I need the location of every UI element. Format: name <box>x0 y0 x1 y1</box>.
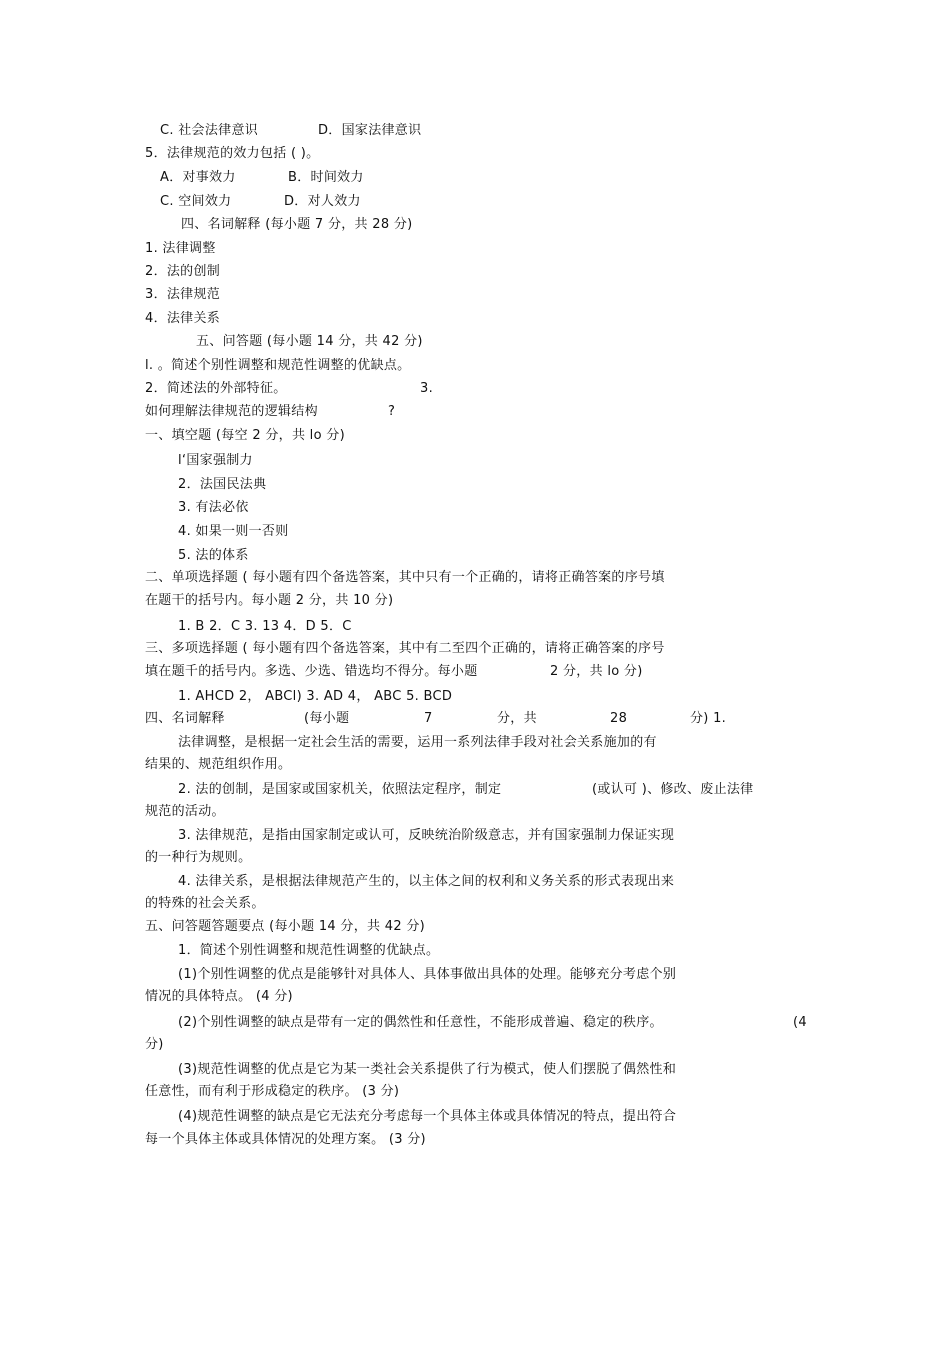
paragraph-line: 结果的、规范组织作用。 <box>145 757 292 772</box>
paragraph-line: (3)规范性调整的优点是它为某一类社会关系提供了行为模式，使人们摆脱了偶然性和 <box>178 1062 677 1077</box>
section-heading: 五、问答题 (每小题 14 分，共 42 分) <box>196 334 423 349</box>
paragraph-line: 的特殊的社会关系。 <box>145 896 265 911</box>
paragraph-line: 分) <box>145 1037 164 1052</box>
paragraph-line: 任意性，而有利于形成稳定的秩序。 (3 分) <box>145 1084 400 1099</box>
section-heading: 三、多项选择题 ( 每小题有四个备选答案，其中有二至四个正确的，请将正确答案的序号 <box>145 641 665 656</box>
list-item: 4．法律关系 <box>145 311 221 326</box>
answer-row: 1. AHCD 2， ABCl) 3. AD 4， ABC 5. BCD <box>178 689 453 704</box>
paragraph-line: 2. 法的创制，是国家或国家机关，依照法定程序，制定 (或认可 )、修改、废止法律 <box>178 782 754 797</box>
paragraph-line: 3. 法律规范，是指由国家制定或认可，反映统治阶级意志，并有国家强制力保证实现 <box>178 828 675 843</box>
answer-item: 5. 法的体系 <box>178 548 249 563</box>
paragraph-line: 的一种行为规则。 <box>145 850 252 865</box>
option-cd-line: C. 空间效力 D．对人效力 <box>160 194 361 209</box>
answer-item: l‘国家强制力 <box>178 453 253 468</box>
section-heading: 四、名词解释 (每小题 7 分，共 28 分) 1. <box>145 711 727 726</box>
paragraph-line: 填在题千的括号内。多选、少选、错选均不得分。每小题 2 分，共 lo 分) <box>145 664 643 679</box>
paragraph-line: 4. 法律关系，是根据法律规范产生的，以主体之间的权利和义务关系的形式表现出来 <box>178 874 675 889</box>
question-5: 5．法律规范的效力包括 ( )。 <box>145 146 320 161</box>
list-item: 2．法的创制 <box>145 264 221 279</box>
section-heading: 四、名词解释 (每小题 7 分，共 28 分) <box>181 217 413 232</box>
option-ab-line: A．对事效力 B．时间效力 <box>160 170 364 185</box>
paragraph-line: 规范的活动。 <box>145 804 225 819</box>
answer-row: 1. B 2．C 3. 13 4．D 5．C <box>178 619 352 634</box>
option-c-line: C. 社会法律意识 D．国家法律意识 <box>160 123 422 138</box>
list-item: 2．简述法的外部特征。 3. <box>145 381 434 396</box>
section-heading: 一、填空题 (每空 2 分，共 lo 分) <box>145 428 345 443</box>
answer-item: 2．法国民法典 <box>178 477 267 492</box>
section-heading: 五、问答题答题要点 (每小题 14 分，共 42 分) <box>145 919 425 934</box>
list-item: 1. 法律调整 <box>145 241 216 256</box>
paragraph-line: 情况的具体特点。 (4 分) <box>145 989 293 1004</box>
paragraph-line: 每一个具体主体或具体情况的处理方案。 (3 分) <box>145 1132 426 1147</box>
paragraph-line: (4)规范性调整的缺点是它无法充分考虑每一个具体主体或具体情况的特点，提出符合 <box>178 1109 677 1124</box>
list-item: 如何理解法律规范的逻辑结构 ? <box>145 404 396 419</box>
answer-item: 3. 有法必依 <box>178 500 249 515</box>
answer-item: 4. 如果一则一否则 <box>178 524 289 539</box>
paragraph-line: (1)个别性调整的优点是能够针对具体人、具体事做出具体的处理。能够充分考虑个别 <box>178 967 677 982</box>
paragraph-line: 1．简述个别性调整和规范性调整的优缺点。 <box>178 943 440 958</box>
list-item: 3．法律规范 <box>145 287 221 302</box>
list-item: l. 。简述个别性调整和规范性调整的优缺点。 <box>145 358 411 373</box>
paragraph-line: 在题干的括号内。每小题 2 分，共 10 分) <box>145 593 394 608</box>
section-heading: 二、单项选择题 ( 每小题有四个备选答案，其中只有一个正确的，请将正确答案的序号填 <box>145 570 665 585</box>
paragraph-line: (2)个别性调整的缺点是带有一定的偶然性和任意性，不能形成普遍、稳定的秩序。 (4 <box>178 1015 807 1030</box>
paragraph-line: 法律调整，是根据一定社会生活的需要，运用一系列法律手段对社会关系施加的有 <box>178 735 657 750</box>
